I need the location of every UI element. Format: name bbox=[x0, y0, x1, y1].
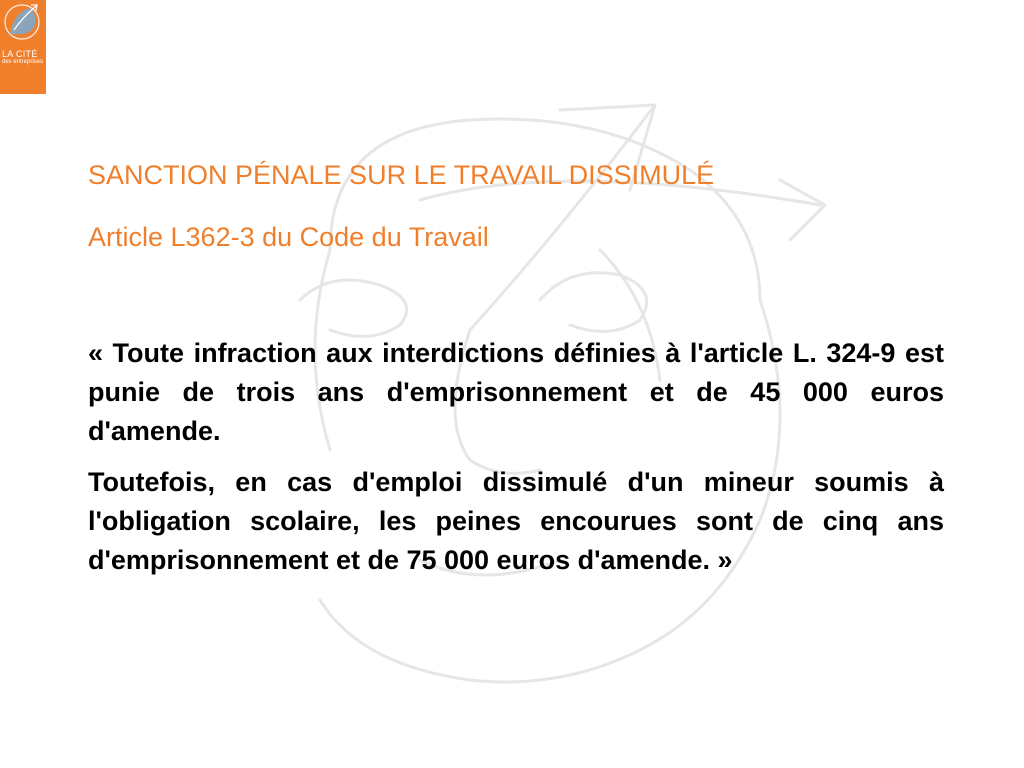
logo-line-2: des entreprises bbox=[2, 59, 44, 65]
slide-subtitle: Article L362-3 du Code du Travail bbox=[88, 222, 489, 252]
slide-title: SANCTION PÉNALE SUR LE TRAVAIL DISSIMULÉ bbox=[88, 160, 715, 190]
quote-paragraph-2: Toutefois, en cas d'emploi dissimulé d'un mineur soumis à l'obligation scolaire, les peines encourues sont de cinq ans d'emprisonnement et de 75 000 euros d'amende. » bbox=[88, 467, 944, 575]
quote-paragraph-1: « Toute infraction aux interdictions définies à l'article L. 324-9 est punie de trois ans d'emprisonnement et de 45 000 euros d'amende. bbox=[88, 338, 944, 446]
article-quote bbox=[88, 334, 944, 592]
logo-line-1: LA CITÉ bbox=[2, 49, 38, 59]
